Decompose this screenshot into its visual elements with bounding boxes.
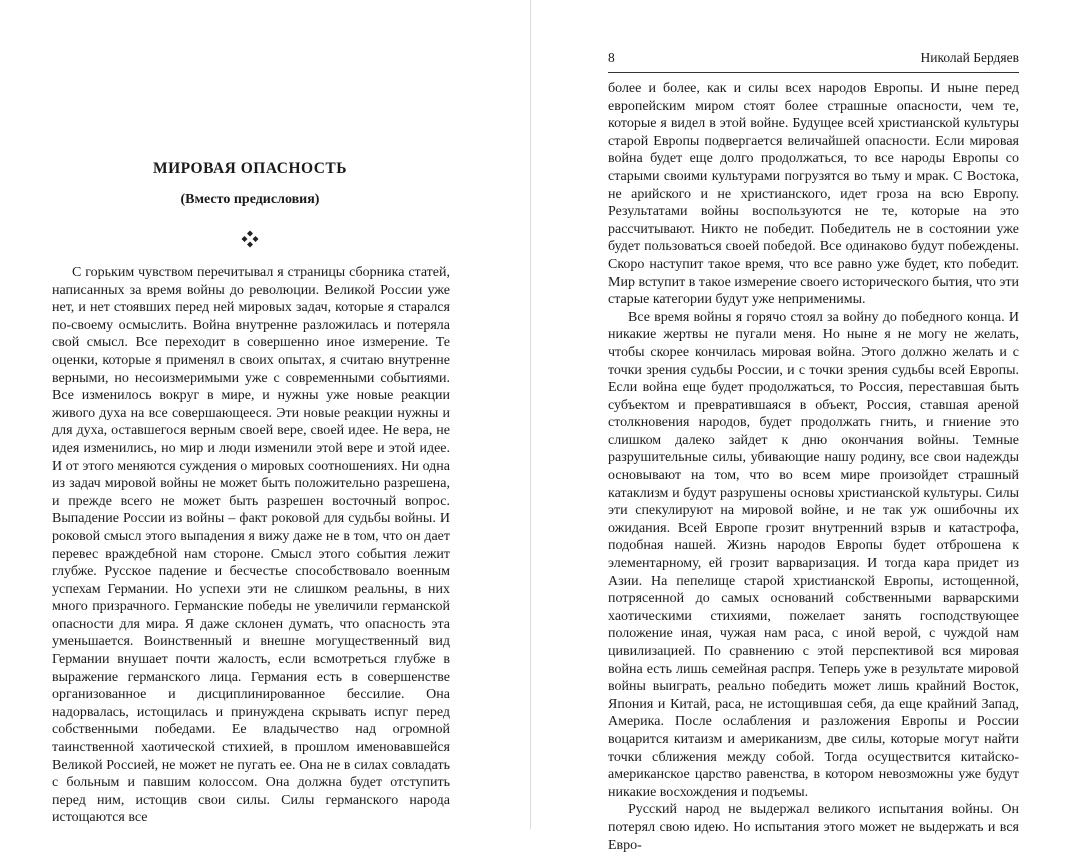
- header-rule: [608, 72, 1019, 73]
- paragraph: более и более, как и силы всех народов Европы. И ныне перед европейским миром стоят более страшные опасности, чем те, которые я видел в этой войне. Будущее всей христианской культуры старой Европы подвергается величайшей опасности. Если мировая война будет еще долго продолжаться, то все народы Европы со старыми своими культурами погрузятся во тьму и мрак. С Востока, не арийского и не христианского, идет гроза на всю Европу. Результатами войны воспользуются не те, которые на это рассчитывают. Никто не победит. Победитель не в состоянии уже будет пользоваться своей победой. Все одинаково будут побеждены. Скоро наступит такое время, что все равно уже будет, кто победит. Мир вступит в такое измерение своего исторического бытия, что эти старые категории будут уже неприменимы.: [608, 81, 1019, 308]
- chapter-subtitle: (Вместо предисловия): [180, 192, 320, 207]
- right-body-text: [608, 80, 1019, 854]
- author-name: Николай Бердяев: [920, 50, 1019, 65]
- running-head: [608, 50, 1019, 70]
- paragraph: Русский народ не выдержал великого испытания войны. Он потерял свою идею. Но испытания этого может не выдержать и вся Евро-: [608, 802, 1019, 853]
- left-body-text: [52, 264, 450, 827]
- ornament-icon: [241, 230, 259, 248]
- left-page: [0, 0, 530, 829]
- paragraph: Все время войны я горячо стоял за войну до победного конца. И никакие жертвы не пугали меня. Но ныне я не могу не желать, чтобы скорее кончилась мировая война. Этого должно желать и с точки зрения судьбы России, и с точки зрения судьбы всей Европы. Если война еще будет продолжаться, то Россия, переставшая быть субъектом и превратившаяся в объект, Россия, ставшая ареной столкновения народов, будет продолжать гнить, и гниение это слишком далеко зайдет к дню окончания войны. Темные разрушительные силы, убивающие нашу родину, все свои надежды основывают на том, что во всем мире произойдет страшный катаклизм и будут разрушены основы христианской культуры. Силы эти спекулируют на мировой войне, и не так уж ошибочны их ожидания. Всей Европе грозит внутренний взрыв и катастрофа, подобная нашей. Жизнь народов Европы будет отброшена к элементарному, ей грозит варваризация. И тогда кара придет из Азии. На пепелище старой христианской Европы, истощенной, потрясенной до самых оснований собственными варварскими хаотическими стихиями, пожелает занять господствующее положение иная, чужая нам раса, с иной верой, с чуждой нам цивилизацией. По сравнению с этой перспективой вся мировая война есть лишь семейная распря. Теперь уже в результате мировой войны выиграть, реально победить может лишь крайний Восток, Япония и Китай, раса, не истощившая себя, да еще крайний Запад, Америка. После ослабления и разложения Европы и России воцарится китаизм и американизм, две силы, которые могут найти точки сближения между собой. Тогда осуществится китайско-американское царство равенства, в котором невозможны уже будут никакие восхождения и подъемы.: [608, 309, 1019, 800]
- page-number: 8: [608, 50, 615, 65]
- right-page: [531, 0, 1066, 853]
- paragraph: С горьким чувством перечитывал я страницы сборника статей, написанных за время войны до революции. Великой России уже нет, и нет стоявших перед ней мировых задач, которые я старался по-своему осмыслить. Война внутренне разложилась и потеряла свой смысл. Все переходит в совершенно иное измерение. Те оценки, которые я применял в своих опытах, я считаю внутренне верными, но несоизмеримыми уже с современными событиями. Все изменилось вокруг в мире, и нужны уже новые реакции живого духа на все совершающееся. Эти новые реакции нужны и для духа, оставшегося верным своей вере, своей идее. Не вера, не идея изменились, но мир и люди изменили этой вере и этой идее. И от этого меняются суждения о мировых соотношениях. Ни одна из задач мировой войны не может быть положительно разрешена, и прежде всего не может быть разрешен восточный вопрос. Выпадение России из войны – факт роковой для судьбы войны. И роковой смысл этого выпадения я вижу даже не в том, что он дает перевес враждебной нам стороне. Смысл этого события лежит глубже. Русское падение и бесчестье способствовало военным успехам Германии. Но успехи эти не слишком реальны, в них много призрачного. Германские победы не увеличили германской опасности для мира. Я даже склонен думать, что опасность эта уменьшается. Воинственный и внешне могущественный вид Германии внушает почти жалость, если всмотреться глубже в выражение германского лица. Германия есть в совершенстве организованное и дисциплинированное бессилие. Она надорвалась, истощилась и принуждена скрывать испуг перед собственными победами. Ее владычество над огромной таинственной хаотической стихией, в прошлом именовавшейся Великой Россией, не может не пугать ее. Она не в силах совладать с больным и павшим колоссом. Она должна будет отступить перед ним, истощив свои силы. Силы германского народа истощаются все: [52, 265, 450, 826]
- chapter-title: МИРОВАЯ ОПАСНОСТЬ: [152, 160, 348, 177]
